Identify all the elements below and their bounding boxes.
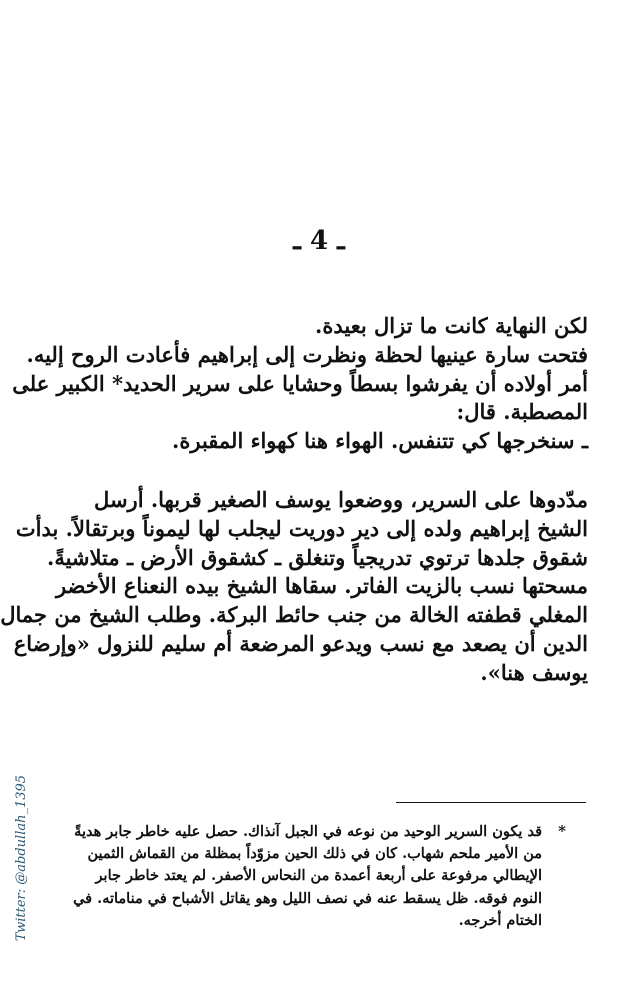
footnote-marker: * (558, 822, 566, 840)
body-line: مدّدوها على السرير، ووضعوا يوسف الصغير قربها. أرسل (94, 486, 588, 512)
body-line: الدين أن يصعد مع نسب ويدعو المرضعة أم سليم للنزول «وإرضاع (13, 630, 588, 656)
body-line: فتحت سارة عينيها لحظة ونظرت إلى إبراهيم فأعادت الروح إليه. (26, 341, 588, 367)
footnote-line: قد يكون السرير الوحيد من نوعه في الجبل آنذاك. حصل عليه خاطر جابر هديةً (74, 823, 542, 840)
paragraph-gap (46, 456, 588, 486)
footnote-line: الختام أخرجه. (458, 911, 542, 929)
chapter-number: ـ 4 ـ (293, 226, 345, 256)
body-line: المغلي قطفته الخالة من جنب حائط البركة. وطلب الشيخ من جمال (0, 602, 588, 628)
footnote-line: النوم فوقه. ظل يسقط عنه في نصف الليل وهو يقاتل الأشباح في مناماته. في (73, 889, 542, 907)
body-line: يوسف هنا». (480, 659, 588, 685)
body-line: الشيخ إبراهيم ولده إلى دير دوريت ليجلب لها ليموناً وبرتقالاً. بدأت (15, 515, 588, 541)
body-line: أمر أولاده أن يفرشوا بسطاً وحشايا على سرير الحديد* الكبير على (12, 370, 588, 396)
body-line: شقوق جلدها ترتوي تدريجياً وتنغلق ـ كشقوق الأرض ـ متلاشيةً. (47, 544, 588, 570)
footnote-line: من الأمير ملحم شهاب. كان في ذلك الحين مزوّداً بمظلة من القماش الثمين (87, 845, 542, 863)
paragraph-2 (0, 486, 588, 688)
paragraph-1 (12, 312, 588, 456)
body-line: مسحتها نسب بالزيت الفاتر. سقاها الشيخ بيده النعناع الأخضر (55, 573, 588, 599)
dialog-line: ـ سنخرجها كي تتنفس. الهواء هنا كهواء المقبرة. (172, 428, 588, 454)
credit-text: Twitter: @abdullah_1395 (14, 774, 29, 942)
body-text (0, 312, 588, 688)
body-line: المصطبة. قال: (456, 399, 588, 425)
footnote-divider (396, 802, 586, 803)
side-credit (14, 766, 32, 950)
body-line: لكن النهاية كانت ما تزال بعيدة. (315, 313, 588, 338)
footnote (64, 821, 542, 932)
footnote-line: الإيطالي مرفوعة على أربعة أعمدة من النحاس الأصفر. لم يعتد خاطر جابر (95, 867, 542, 885)
